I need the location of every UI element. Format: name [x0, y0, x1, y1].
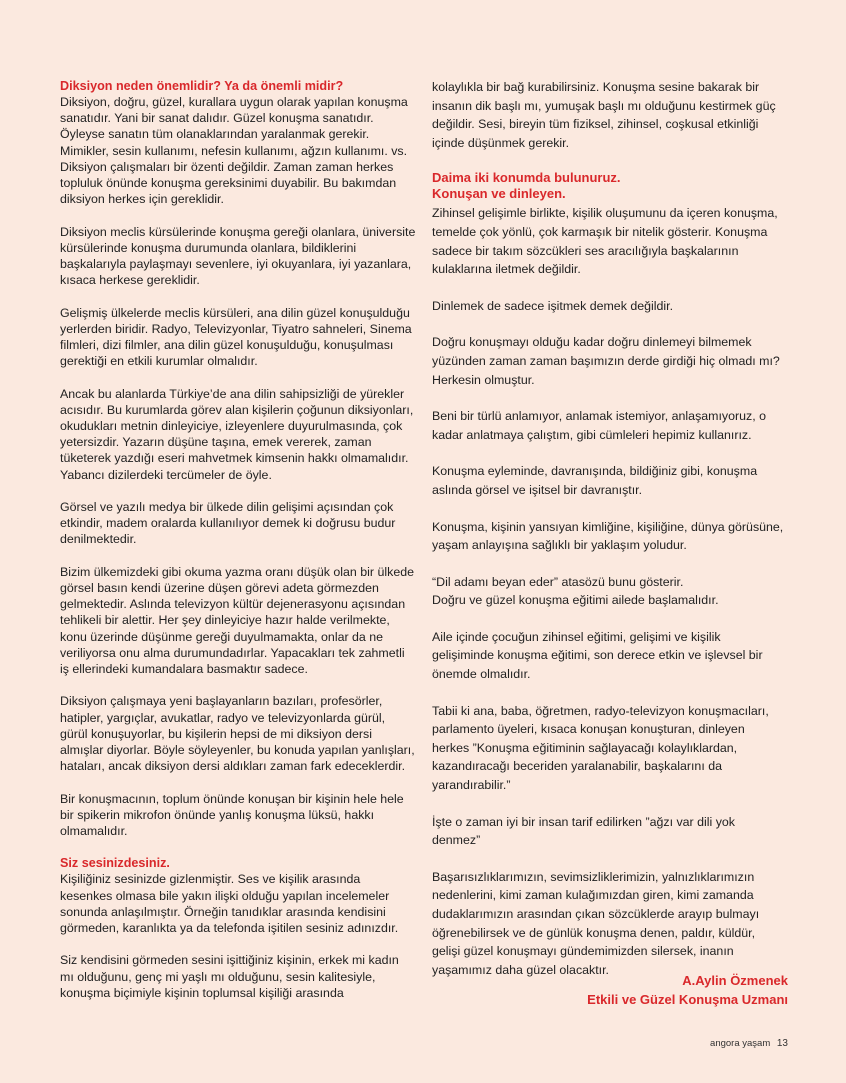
right-column — [432, 78, 784, 997]
paragraph: Diksiyon, doğru, güzel, kurallara uygun olarak yapılan konuşma sanatıdır. Yani bir sanat dalıdır. Güzel konuşma sanatıdır. Öyleyse sanatın tüm olanaklarından yaralanmak gerekir. Mimikler, sesin kullanımı, nefesin kullanımı, ağzın kullanımı. vs. Diksiyon çalışmaları bir özenti değildir. Zaman zaman herkes topluluk önünde konuşma gereksinimi duyabilir. Bu bakımdan diksiyon herkes için gereklidir. — [60, 95, 408, 207]
page-footer — [710, 1038, 788, 1049]
paragraph: Aile içinde çocuğun zihinsel eğitimi, gelişimi ve kişilik gelişiminde konuşma eğitimi, son derece etkin ve işlevsel bir önemde olmalıdır. — [432, 629, 763, 682]
paragraph: Kişiliğiniz sesinizde gizlenmiştir. Ses ve kişilik arasında kesenkes olmasa bile yakın ilişki olduğu yapılan incelemeler sonunda anlaşılmıştır. Örneğin tanıdıklar arasında kendisini görmeden, karanlıkta ya da telefonda işitilen sesiniz adınızdır. — [60, 872, 399, 936]
section-heading-konusan: Konuşan ve dinleyen. — [432, 186, 566, 202]
author-name: A.Aylin Özmenek — [682, 973, 788, 988]
paragraph: Zihinsel gelişimle birlikte, kişilik oluşumunu da içeren konuşma, temelde çok yönlü, çok karmaşık bir nitelik gösterir. Konuşma sadece bir takım sözcükleri ses aracılığıyla başkalarının kulaklarına iletmek değildir. — [432, 206, 778, 277]
section-heading-siz-sesinizdesiniz: Siz sesinizdesiniz. — [60, 856, 170, 871]
paragraph: Gelişmiş ülkelerde meclis kürsüleri, ana dilin güzel konuşulduğu yerlerden biridir. Radyo, Televizyonlar, Tiyatro sahneleri, Sinema filmleri, dizi filmler, ana dilin güzel konuşulduğu, konuşulması gerektiği en etkili kurumlar olmalıdır. — [60, 305, 412, 369]
author-title: Etkili ve Güzel Konuşma Uzmanı — [587, 992, 788, 1007]
section-heading-diksiyon: Diksiyon neden önemlidir? Ya da önemli midir? — [60, 79, 344, 93]
paragraph: Ancak bu alanlarda Türkiye’de ana dilin sahipsizliği de yürekler acısıdır. Bu kurumlarda görev alan kişilerin çoğunun diksiyonları, okudukları metnin dinleyiciye, izleyenlere duyurulmasında, çok yetersizdir. Yazarın düşüne taşına, emek vererek, zaman tüketerek yazdığı eseri mahvetmek kimsenin hakkı olmamalıdır. Yabancı dizilerdeki tercümeler de öyle. — [60, 386, 414, 482]
paragraph: Dinlemek de sadece işitmek demek değildir. — [432, 298, 674, 313]
left-column — [60, 78, 416, 1017]
section-heading-group — [432, 170, 784, 202]
paragraph: Beni bir türlü anlamıyor, anlamak istemiyor, anlaşamıyoruz, o kadar anlatmaya çalıştım, gibi cümleleri hepimiz kullanırız. — [432, 409, 767, 442]
author-signature — [587, 971, 788, 1009]
paragraph: Bir konuşmacının, toplum önünde konuşan bir kişinin hele hele bir spikerin mikrofon önünde yanlış konuşma lüksü, hakkı olmamalıdır. — [60, 791, 404, 839]
magazine-name: angora yaşam — [710, 1038, 771, 1049]
proverb-line: “Dil adamı beyan eder” atasözü bunu gösterir. — [432, 574, 684, 589]
sentence-line: Doğru ve güzel konuşma eğitimi ailede başlamalıdır. — [432, 593, 719, 608]
paragraph: Konuşma, kişinin yansıyan kimliğine, kişiliğine, dünya görüsüne, yaşam anlayışına sağlıklı bir yaklaşım yoludur. — [432, 519, 784, 553]
paragraph: Görsel ve yazılı medya bir ülkede dilin gelişimi açısından çok etkindir, madem oralarda kullanılıyor demek ki doğrusu budur denilmektedir. — [60, 500, 396, 547]
paragraph: Diksiyon çalışmaya yeni başlayanların bazıları, profesörler, hatipler, yargıçlar, avukatlar, radyo ve televizyonlarda gürül, gürül konuşuyorlar, bu kişilerin hepsi de mi diksiyon dersi almışlar diyorlar. Böyle söyleyenler, bu konuda yapılan yanlışları, hataları, ancak diksiyon dersi aldıkları zaman fark edeceklerdir. — [60, 694, 415, 774]
paragraph — [432, 573, 784, 610]
paragraph: İşte o zaman iyi bir insan tarif edilirken ”ağzı var dili yok denmez” — [432, 814, 736, 848]
page-number: 13 — [776, 1038, 788, 1049]
paragraph: Doğru konuşmayı olduğu kadar doğru dinlemeyi bilmemek yüzünden zaman zaman başımızın derde girdiği hiç olmadı mı? Herkesin olmuştur. — [432, 335, 780, 387]
section-heading-daima: Daima iki konumda bulunuruz. — [432, 170, 621, 186]
paragraph: Diksiyon meclis kürsülerinde konuşma gereği olanlara, üniversite kürsülerinde konuşma durumunda olanlara, bildiklerini başkalarıyla paylaşmayı sevenlere, iyi okuyanlara, iyi yazanlara, kısaca herkese gereklidir. — [60, 224, 416, 288]
paragraph: kolaylıkla bir bağ kurabilirsiniz. Konuşma sesine bakarak bir insanın dik başlı mı, yumuşak başlı mı olduğunu kestirmek güç değildir. Sesi, bireyin tüm fiziksel, zihinsel, coşkusal etkinliği içinde düşünmek gerekir. — [432, 80, 776, 150]
paragraph: Bizim ülkemizdeki gibi okuma yazma oranı düşük olan bir ülkede görsel basın kendi üzerine düşen görevi adeta görmezden gelmektedir. Aslında televizyon kültür dejenerasyonu açısından tehlikeli bir alettir. Her şey dinleyiciye hazır halde verilmekte, konu üzerinde düşünme gereği duyulmamakta, onlar da ne veriliyorsa onu alma durumundadırlar. Yapacakları tek zahmetli iş ellerindeki kumandalara basmaktır sadece. — [60, 564, 414, 677]
paragraph: Konuşma eyleminde, davranışında, bildiğiniz gibi, konuşma aslında görsel ve işitsel bir davranıştır. — [432, 464, 758, 497]
paragraph: Başarısızlıklarımızın, sevimsizliklerimizin, yalnızlıklarımızın nedenlerini, kimi zaman kulağımızdan giren, kimi zamanda dudaklarımızın arasından çıkan sözcüklerde arayıp bulmayı öğrenebilirsek ve de günlük konuşma denen, paldır, küldür, gelişi güzel konuşmayı gündemimizden silersek, inanın yaşamımız daha güzel olacaktır. — [432, 869, 760, 977]
paragraph: Siz kendisini görmeden sesini işittiğiniz kişinin, erkek mi kadın mı olduğunu, genç mi yaşlı mı olduğunu, sesin kalitesiyle, konuşma biçimiyle kişinin toplumsal kişiliği arasında — [60, 953, 399, 1000]
paragraph: Tabii ki ana, baba, öğretmen, radyo-televizyon konuşmacıları, parlamento üyeleri, kısaca konuşan konuşturan, dinleyen herkes ”Konuşma eğitiminin sağlayacağı kolaylıklardan, kazandıracağı beceriden yaralanabilir, başkalarını da yarandırabilir.” — [432, 703, 769, 793]
